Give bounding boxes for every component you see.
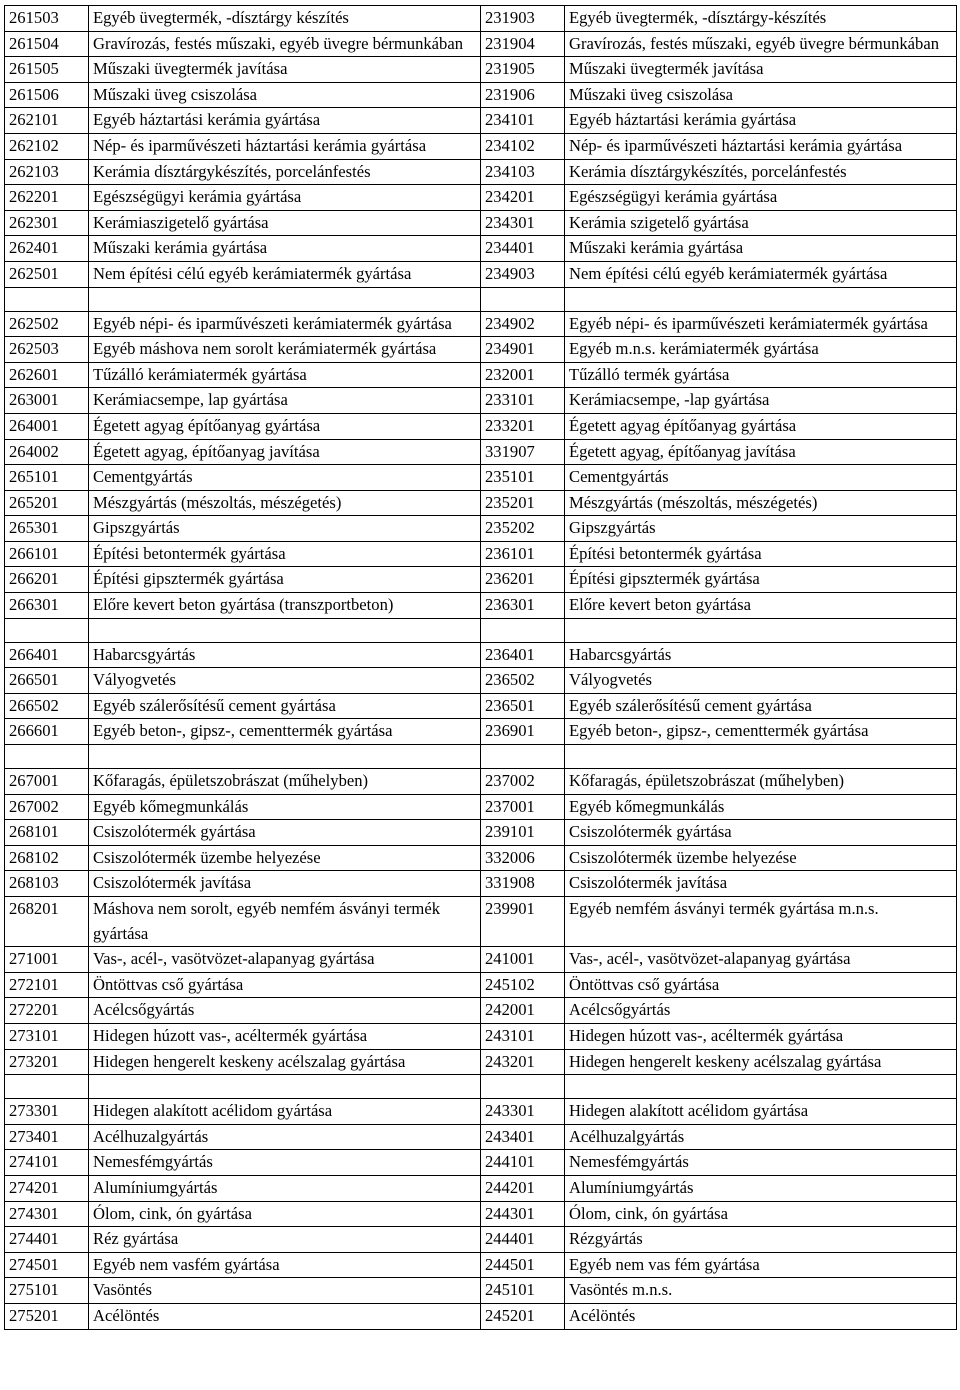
table-row xyxy=(5,439,957,465)
old-code-cell: 268201 xyxy=(5,897,89,947)
new-activity-cell: Csiszolótermék javítása xyxy=(565,871,957,897)
old-code-cell: 262201 xyxy=(5,185,89,211)
spacer-cell xyxy=(565,618,957,642)
old-activity-cell: Habarcsgyártás xyxy=(89,642,481,668)
new-activity-cell: Rézgyártás xyxy=(565,1227,957,1253)
table-row xyxy=(5,362,957,388)
new-activity-cell: Egyéb kőmegmunkálás xyxy=(565,794,957,820)
old-code-cell: 271001 xyxy=(5,947,89,973)
new-code-cell: 243401 xyxy=(481,1124,565,1150)
table-row xyxy=(5,413,957,439)
old-activity-cell: Kőfaragás, épületszobrászat (műhelyben) xyxy=(89,769,481,795)
old-code-cell: 273101 xyxy=(5,1023,89,1049)
old-activity-cell: Mészgyártás (mészoltás, mészégetés) xyxy=(89,490,481,516)
table-row xyxy=(5,210,957,236)
table-row xyxy=(5,719,957,745)
spacer-cell xyxy=(5,1075,89,1099)
old-code-cell: 266501 xyxy=(5,668,89,694)
new-code-cell: 236301 xyxy=(481,593,565,619)
old-activity-cell: Cementgyártás xyxy=(89,465,481,491)
old-activity-cell: Csiszolótermék javítása xyxy=(89,871,481,897)
old-activity-cell: Kerámiacsempe, lap gyártása xyxy=(89,388,481,414)
old-code-cell: 268101 xyxy=(5,820,89,846)
old-activity-cell: Építési gipsztermék gyártása xyxy=(89,567,481,593)
new-code-cell: 233201 xyxy=(481,413,565,439)
table-row xyxy=(5,388,957,414)
table-row xyxy=(5,567,957,593)
old-activity-cell: Vas-, acél-, vasötvözet-alapanyag gyártása xyxy=(89,947,481,973)
table-row xyxy=(5,897,957,947)
spacer-row xyxy=(5,618,957,642)
old-activity-cell: Hidegen hengerelt keskeny acélszalag gyártása xyxy=(89,1049,481,1075)
new-code-cell: 236501 xyxy=(481,693,565,719)
table-row xyxy=(5,311,957,337)
old-activity-cell: Nép- és iparművészeti háztartási kerámia gyártása xyxy=(89,133,481,159)
new-code-cell: 234101 xyxy=(481,108,565,134)
new-code-cell: 245101 xyxy=(481,1278,565,1304)
new-activity-cell: Műszaki üveg csiszolása xyxy=(565,82,957,108)
old-activity-cell: Öntöttvas cső gyártása xyxy=(89,972,481,998)
table-row xyxy=(5,871,957,897)
table-row xyxy=(5,185,957,211)
table-row xyxy=(5,820,957,846)
table-row xyxy=(5,947,957,973)
new-code-cell: 242001 xyxy=(481,998,565,1024)
spacer-cell xyxy=(565,1075,957,1099)
spacer-cell xyxy=(5,745,89,769)
old-activity-cell: Nemesfémgyártás xyxy=(89,1150,481,1176)
old-code-cell: 263001 xyxy=(5,388,89,414)
spacer-row xyxy=(5,745,957,769)
old-code-cell: 274101 xyxy=(5,1150,89,1176)
old-code-cell: 268103 xyxy=(5,871,89,897)
new-activity-cell: Egészségügyi kerámia gyártása xyxy=(565,185,957,211)
new-code-cell: 231903 xyxy=(481,6,565,32)
new-activity-cell: Acélhuzalgyártás xyxy=(565,1124,957,1150)
new-code-cell: 244501 xyxy=(481,1252,565,1278)
new-activity-cell: Mészgyártás (mészoltás, mészégetés) xyxy=(565,490,957,516)
new-code-cell: 234401 xyxy=(481,236,565,262)
new-code-cell: 231906 xyxy=(481,82,565,108)
old-activity-cell: Gravírozás, festés műszaki, egyéb üvegre bérmunkában xyxy=(89,31,481,57)
table-row xyxy=(5,1099,957,1125)
spacer-cell xyxy=(89,287,481,311)
new-activity-cell: Vas-, acél-, vasötvözet-alapanyag gyártása xyxy=(565,947,957,973)
old-code-cell: 273401 xyxy=(5,1124,89,1150)
old-activity-cell: Ólom, cink, ón gyártása xyxy=(89,1201,481,1227)
old-code-cell: 274401 xyxy=(5,1227,89,1253)
table-row xyxy=(5,57,957,83)
spacer-row xyxy=(5,287,957,311)
spacer-cell xyxy=(481,745,565,769)
new-activity-cell: Égetett agyag építőanyag gyártása xyxy=(565,413,957,439)
old-code-cell: 266601 xyxy=(5,719,89,745)
old-code-cell: 272101 xyxy=(5,972,89,998)
old-activity-cell: Egyéb nem vasfém gyártása xyxy=(89,1252,481,1278)
new-activity-cell: Habarcsgyártás xyxy=(565,642,957,668)
new-code-cell: 234103 xyxy=(481,159,565,185)
table-row xyxy=(5,794,957,820)
new-activity-cell: Gravírozás, festés műszaki, egyéb üvegre bérmunkában xyxy=(565,31,957,57)
new-activity-cell: Égetett agyag, építőanyag javítása xyxy=(565,439,957,465)
spacer-cell xyxy=(89,1075,481,1099)
new-activity-cell: Építési betontermék gyártása xyxy=(565,541,957,567)
old-activity-cell: Tűzálló kerámiatermék gyártása xyxy=(89,362,481,388)
new-activity-cell: Öntöttvas cső gyártása xyxy=(565,972,957,998)
table-row xyxy=(5,1252,957,1278)
spacer-cell xyxy=(89,745,481,769)
new-code-cell: 243301 xyxy=(481,1099,565,1125)
new-activity-cell: Nép- és iparművészeti háztartási kerámia gyártása xyxy=(565,133,957,159)
table-row xyxy=(5,236,957,262)
old-activity-cell: Égetett agyag építőanyag gyártása xyxy=(89,413,481,439)
new-code-cell: 243201 xyxy=(481,1049,565,1075)
new-activity-cell: Ólom, cink, ón gyártása xyxy=(565,1201,957,1227)
spacer-cell xyxy=(481,618,565,642)
old-activity-cell: Csiszolótermék gyártása xyxy=(89,820,481,846)
new-code-cell: 236901 xyxy=(481,719,565,745)
old-activity-cell: Alumíniumgyártás xyxy=(89,1175,481,1201)
new-activity-cell: Egyéb m.n.s. kerámiatermék gyártása xyxy=(565,337,957,363)
new-code-cell: 244401 xyxy=(481,1227,565,1253)
new-code-cell: 236502 xyxy=(481,668,565,694)
spacer-cell xyxy=(89,618,481,642)
old-code-cell: 266301 xyxy=(5,593,89,619)
spacer-cell xyxy=(565,745,957,769)
old-activity-cell: Égetett agyag, építőanyag javítása xyxy=(89,439,481,465)
new-activity-cell: Egyéb üvegtermék, -dísztárgy-készítés xyxy=(565,6,957,32)
table-row xyxy=(5,693,957,719)
table-row xyxy=(5,31,957,57)
table-row xyxy=(5,1303,957,1329)
old-activity-cell: Egyéb népi- és iparművészeti kerámiatermék gyártása xyxy=(89,311,481,337)
old-activity-cell: Előre kevert beton gyártása (transzportbeton) xyxy=(89,593,481,619)
old-code-cell: 275201 xyxy=(5,1303,89,1329)
old-activity-cell: Vasöntés xyxy=(89,1278,481,1304)
new-code-cell: 241001 xyxy=(481,947,565,973)
spacer-cell xyxy=(481,1075,565,1099)
old-code-cell: 262401 xyxy=(5,236,89,262)
old-activity-cell: Egyéb kőmegmunkálás xyxy=(89,794,481,820)
old-code-cell: 266401 xyxy=(5,642,89,668)
new-code-cell: 331907 xyxy=(481,439,565,465)
new-activity-cell: Acélöntés xyxy=(565,1303,957,1329)
old-activity-cell: Egyéb szálerősítésű cement gyártása xyxy=(89,693,481,719)
new-code-cell: 236201 xyxy=(481,567,565,593)
table-row xyxy=(5,108,957,134)
code-mapping-table xyxy=(4,5,957,1330)
old-code-cell: 262301 xyxy=(5,210,89,236)
old-code-cell: 268102 xyxy=(5,845,89,871)
new-code-cell: 236401 xyxy=(481,642,565,668)
table-row xyxy=(5,668,957,694)
table-row xyxy=(5,6,957,32)
old-code-cell: 262601 xyxy=(5,362,89,388)
table-row xyxy=(5,337,957,363)
new-activity-cell: Egyéb beton-, gipsz-, cementtermék gyártása xyxy=(565,719,957,745)
old-code-cell: 267001 xyxy=(5,769,89,795)
new-activity-cell: Kerámiacsempe, -lap gyártása xyxy=(565,388,957,414)
new-activity-cell: Csiszolótermék gyártása xyxy=(565,820,957,846)
spacer-cell xyxy=(565,287,957,311)
new-activity-cell: Építési gipsztermék gyártása xyxy=(565,567,957,593)
old-activity-cell: Műszaki üveg csiszolása xyxy=(89,82,481,108)
new-activity-cell: Vasöntés m.n.s. xyxy=(565,1278,957,1304)
new-activity-cell: Csiszolótermék üzembe helyezése xyxy=(565,845,957,871)
new-code-cell: 231905 xyxy=(481,57,565,83)
new-code-cell: 332006 xyxy=(481,845,565,871)
spacer-cell xyxy=(5,287,89,311)
old-code-cell: 261506 xyxy=(5,82,89,108)
old-code-cell: 264002 xyxy=(5,439,89,465)
new-activity-cell: Nem építési célú egyéb kerámiatermék gyártása xyxy=(565,261,957,287)
old-code-cell: 266101 xyxy=(5,541,89,567)
table-row xyxy=(5,541,957,567)
old-activity-cell: Műszaki kerámia gyártása xyxy=(89,236,481,262)
old-code-cell: 265301 xyxy=(5,516,89,542)
old-code-cell: 261504 xyxy=(5,31,89,57)
new-activity-cell: Gipszgyártás xyxy=(565,516,957,542)
old-code-cell: 262501 xyxy=(5,261,89,287)
old-code-cell: 262503 xyxy=(5,337,89,363)
new-code-cell: 237002 xyxy=(481,769,565,795)
new-code-cell: 235101 xyxy=(481,465,565,491)
new-activity-cell: Tűzálló termék gyártása xyxy=(565,362,957,388)
new-code-cell: 239901 xyxy=(481,897,565,947)
table-row xyxy=(5,1124,957,1150)
old-activity-cell: Építési betontermék gyártása xyxy=(89,541,481,567)
old-activity-cell: Egyéb beton-, gipsz-, cementtermék gyártása xyxy=(89,719,481,745)
old-code-cell: 275101 xyxy=(5,1278,89,1304)
old-activity-cell: Egyéb máshova nem sorolt kerámiatermék gyártása xyxy=(89,337,481,363)
new-code-cell: 232001 xyxy=(481,362,565,388)
old-code-cell: 274201 xyxy=(5,1175,89,1201)
table-row xyxy=(5,972,957,998)
table-row xyxy=(5,1227,957,1253)
new-activity-cell: Hidegen alakított acélidom gyártása xyxy=(565,1099,957,1125)
spacer-cell xyxy=(5,618,89,642)
table-row xyxy=(5,1201,957,1227)
new-activity-cell: Hidegen hengerelt keskeny acélszalag gyártása xyxy=(565,1049,957,1075)
new-activity-cell: Előre kevert beton gyártása xyxy=(565,593,957,619)
old-activity-cell: Műszaki üvegtermék javítása xyxy=(89,57,481,83)
old-code-cell: 261503 xyxy=(5,6,89,32)
table-body xyxy=(5,6,957,1330)
new-activity-cell: Egyéb szálerősítésű cement gyártása xyxy=(565,693,957,719)
new-code-cell: 235202 xyxy=(481,516,565,542)
old-code-cell: 262102 xyxy=(5,133,89,159)
old-activity-cell: Réz gyártása xyxy=(89,1227,481,1253)
table-row xyxy=(5,1278,957,1304)
old-activity-cell: Acélöntés xyxy=(89,1303,481,1329)
new-activity-cell: Kőfaragás, épületszobrászat (műhelyben) xyxy=(565,769,957,795)
old-code-cell: 262502 xyxy=(5,311,89,337)
old-activity-cell: Egészségügyi kerámia gyártása xyxy=(89,185,481,211)
old-code-cell: 273201 xyxy=(5,1049,89,1075)
new-activity-cell: Vályogvetés xyxy=(565,668,957,694)
new-code-cell: 234301 xyxy=(481,210,565,236)
old-activity-cell: Kerámiaszigetelő gyártása xyxy=(89,210,481,236)
new-code-cell: 234902 xyxy=(481,311,565,337)
table-row xyxy=(5,261,957,287)
old-code-cell: 265201 xyxy=(5,490,89,516)
spacer-cell xyxy=(481,287,565,311)
new-code-cell: 245201 xyxy=(481,1303,565,1329)
table-row xyxy=(5,1150,957,1176)
new-activity-cell: Alumíniumgyártás xyxy=(565,1175,957,1201)
table-row xyxy=(5,642,957,668)
old-code-cell: 266201 xyxy=(5,567,89,593)
table-row xyxy=(5,159,957,185)
old-code-cell: 264001 xyxy=(5,413,89,439)
new-code-cell: 234102 xyxy=(481,133,565,159)
old-code-cell: 274301 xyxy=(5,1201,89,1227)
new-activity-cell: Egyéb háztartási kerámia gyártása xyxy=(565,108,957,134)
new-code-cell: 234901 xyxy=(481,337,565,363)
new-activity-cell: Kerámia dísztárgykészítés, porcelánfestés xyxy=(565,159,957,185)
table-row xyxy=(5,1023,957,1049)
old-activity-cell: Hidegen alakított acélidom gyártása xyxy=(89,1099,481,1125)
old-activity-cell: Egyéb üvegtermék, -dísztárgy készítés xyxy=(89,6,481,32)
old-activity-cell: Gipszgyártás xyxy=(89,516,481,542)
old-activity-cell: Nem építési célú egyéb kerámiatermék gyártása xyxy=(89,261,481,287)
new-code-cell: 233101 xyxy=(481,388,565,414)
new-code-cell: 234201 xyxy=(481,185,565,211)
spacer-row xyxy=(5,1075,957,1099)
table-row xyxy=(5,769,957,795)
table-row xyxy=(5,593,957,619)
table-row xyxy=(5,465,957,491)
new-code-cell: 244201 xyxy=(481,1175,565,1201)
new-activity-cell: Egyéb nem vas fém gyártása xyxy=(565,1252,957,1278)
old-activity-cell: Máshova nem sorolt, egyéb nemfém ásványi termék gyártása xyxy=(89,897,481,947)
old-code-cell: 274501 xyxy=(5,1252,89,1278)
new-activity-cell: Cementgyártás xyxy=(565,465,957,491)
old-activity-cell: Vályogvetés xyxy=(89,668,481,694)
table-row xyxy=(5,516,957,542)
table-row xyxy=(5,845,957,871)
old-code-cell: 272201 xyxy=(5,998,89,1024)
new-code-cell: 244301 xyxy=(481,1201,565,1227)
old-code-cell: 273301 xyxy=(5,1099,89,1125)
table-row xyxy=(5,82,957,108)
new-activity-cell: Nemesfémgyártás xyxy=(565,1150,957,1176)
old-activity-cell: Hidegen húzott vas-, acéltermék gyártása xyxy=(89,1023,481,1049)
old-activity-cell: Csiszolótermék üzembe helyezése xyxy=(89,845,481,871)
new-code-cell: 331908 xyxy=(481,871,565,897)
new-activity-cell: Hidegen húzott vas-, acéltermék gyártása xyxy=(565,1023,957,1049)
new-code-cell: 231904 xyxy=(481,31,565,57)
new-code-cell: 243101 xyxy=(481,1023,565,1049)
old-activity-cell: Acélcsőgyártás xyxy=(89,998,481,1024)
new-code-cell: 244101 xyxy=(481,1150,565,1176)
old-activity-cell: Egyéb háztartási kerámia gyártása xyxy=(89,108,481,134)
old-code-cell: 262103 xyxy=(5,159,89,185)
old-code-cell: 267002 xyxy=(5,794,89,820)
table-row xyxy=(5,1049,957,1075)
table-row xyxy=(5,133,957,159)
old-code-cell: 262101 xyxy=(5,108,89,134)
new-code-cell: 235201 xyxy=(481,490,565,516)
new-code-cell: 245102 xyxy=(481,972,565,998)
new-activity-cell: Egyéb népi- és iparművészeti kerámiatermék gyártása xyxy=(565,311,957,337)
new-activity-cell: Egyéb nemfém ásványi termék gyártása m.n.s. xyxy=(565,897,957,947)
old-code-cell: 261505 xyxy=(5,57,89,83)
old-activity-cell: Kerámia dísztárgykészítés, porcelánfestés xyxy=(89,159,481,185)
new-code-cell: 237001 xyxy=(481,794,565,820)
new-activity-cell: Acélcsőgyártás xyxy=(565,998,957,1024)
old-code-cell: 266502 xyxy=(5,693,89,719)
old-code-cell: 265101 xyxy=(5,465,89,491)
new-activity-cell: Műszaki kerámia gyártása xyxy=(565,236,957,262)
new-activity-cell: Műszaki üvegtermék javítása xyxy=(565,57,957,83)
new-activity-cell: Kerámia szigetelő gyártása xyxy=(565,210,957,236)
new-code-cell: 234903 xyxy=(481,261,565,287)
old-activity-cell: Acélhuzalgyártás xyxy=(89,1124,481,1150)
table-row xyxy=(5,490,957,516)
new-code-cell: 236101 xyxy=(481,541,565,567)
new-code-cell: 239101 xyxy=(481,820,565,846)
table-row xyxy=(5,1175,957,1201)
table-row xyxy=(5,998,957,1024)
